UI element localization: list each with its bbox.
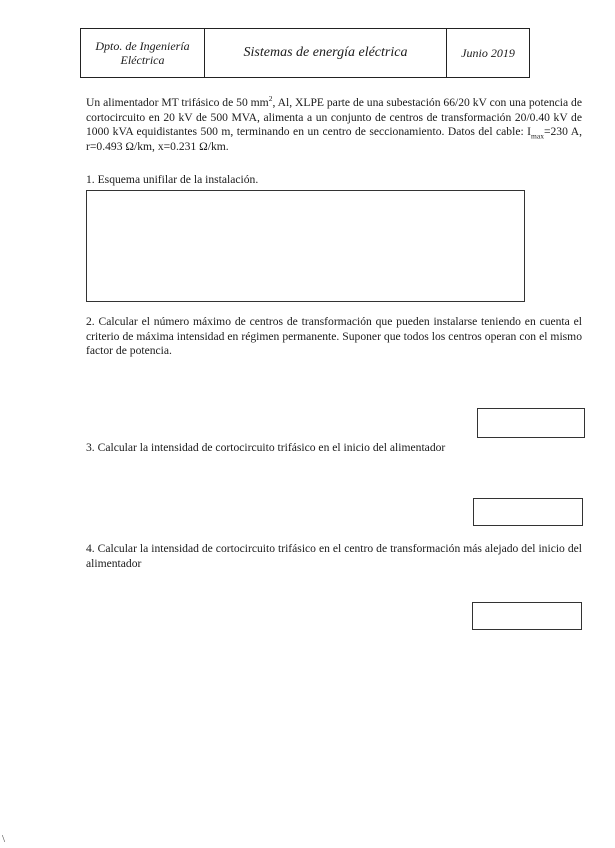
answer-box-2[interactable] [477, 408, 585, 438]
area-exponent: 2 [268, 94, 273, 104]
statement-part-1: Un alimentador MT trifásico de 50 mm [86, 96, 269, 109]
department-line-2: Eléctrica [120, 53, 165, 67]
course-title: Sistemas de energía eléctrica [205, 29, 447, 77]
margin-mark: \ [2, 833, 6, 845]
diagram-answer-box[interactable] [86, 190, 525, 302]
header-table [80, 28, 530, 78]
question-2: 2. Calcular el número máximo de centros de transformación que pueden instalarse teniendo en cuenta el criterio de máxima intensidad en régimen permanente. Suponer que todos los centros operan con el mismo factor de potencia. [86, 315, 582, 358]
question-4: 4. Calcular la intensidad de cortocircuito trifásico en el centro de transformación más alejado del inicio del alimentador [86, 542, 582, 570]
imax-subscript: max [531, 131, 544, 141]
statement-part-3: =230 A, r=0.493 Ω/km, x=0.231 Ω/km. [86, 125, 582, 153]
department-line-1: Dpto. de Ingeniería [95, 39, 190, 53]
problem-statement [86, 96, 582, 154]
answer-box-3[interactable] [473, 498, 583, 526]
department-cell [81, 29, 205, 77]
question-3: 3. Calcular la intensidad de cortocircuito trifásico en el inicio del alimentador [86, 441, 446, 454]
answer-box-4[interactable] [472, 602, 582, 630]
question-1: 1. Esquema unifilar de la instalación. [86, 173, 259, 186]
statement-part-2: , Al, XLPE parte de una subestación 66/20 kV con una potencia de cortocircuito en 20 kV de 500 MVA, alimenta a un conjunto de centros de transformación 20/0.40 kV de 1000 kVA equidistantes 500 m, terminando en un centro de seccionamiento. Datos del cable: I [86, 96, 582, 139]
exam-date: Junio 2019 [461, 45, 515, 60]
